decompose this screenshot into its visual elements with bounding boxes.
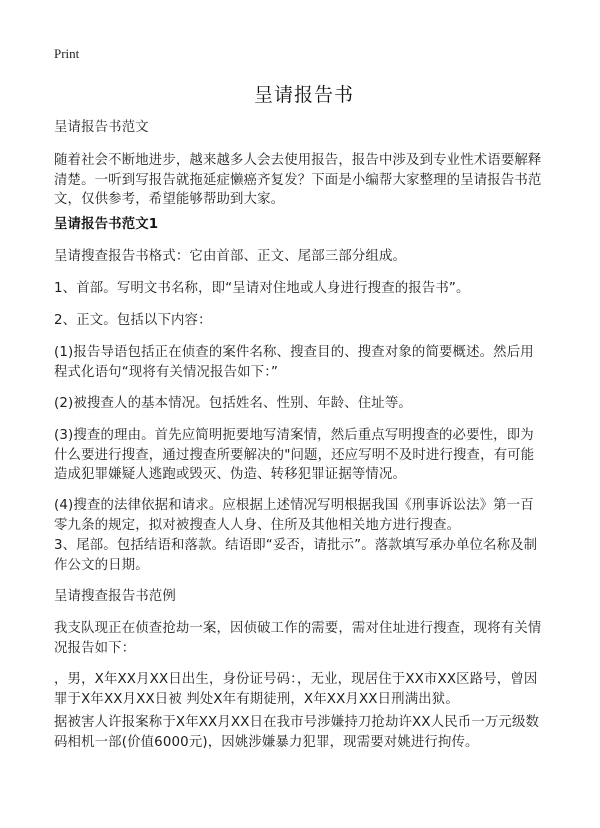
- sub-item-3: (3)搜查的理由。首先应简明扼要地写清案情，然后重点写明搜查的必要性，即为什么要进行搜查，通过搜查所要解决的"问题，还应写明不及时进行搜查，有可能造成犯罪嫌疑人逃跑或毁灭、伪造、转移犯罪证据等情况。: [54, 428, 535, 482]
- example-paragraph-1: 我支队现正在侦查抢劫一案，因侦破工作的需要，需对住址进行搜查，现将有关情况报告如下：: [54, 621, 542, 656]
- format-paragraph: 呈请搜查报告书格式：它由首部、正文、尾部三部分组成。: [54, 249, 407, 264]
- item-header: 1、首部。写明文书名称，即“呈请对住地或人身进行搜查的报告书”。: [54, 281, 470, 296]
- example-paragraph-3: 据被害人许报案称于X年XX月XX日在我市号涉嫌持刀抢劫许XX人民币一万元级数码相机一部(价值6000元)，因姚涉嫌暴力犯罪，现需要对姚进行拘传。: [54, 715, 540, 750]
- print-label[interactable]: Print: [54, 46, 80, 61]
- item-footer: 3、尾部。包括结语和落款。结语即“妥否，请批示”。落款填写承办单位名称及制作公文的日期。: [54, 538, 538, 573]
- intro-paragraph: 随着社会不断地进步，越来越多人会去使用报告，报告中涉及到专业性术语要解释清楚。一听到写报告就拖延症懒癌齐复发？下面是小编帮大家整理的呈请报告书范文，仅供参考，希望能够帮助到大家。: [54, 153, 542, 207]
- example-heading: 呈请搜查报告书范例: [54, 589, 176, 604]
- example-paragraph-2: ，男，X年XX月XX日出生，身份证号码：，无业，现居住于XX市XX区路号，曾因罪于X年XX月XX日被 判处X年有期徒刑，X年XX月XX日刑满出狱。: [54, 672, 538, 707]
- page-title: 呈请报告书: [253, 84, 354, 106]
- sub-item-1: (1)报告导语包括正在侦查的案件名称、搜查目的、搜查对象的简要概述。然后用程式化语句“现将有关情况报告如下：”: [54, 345, 534, 380]
- sub-item-2: (2)被搜查人的基本情况。包括姓名、性别、年龄、住址等。: [54, 396, 412, 411]
- sub-item-4: (4)搜查的法律依据和请求。应根据上述情况写明根据我国《刑事诉讼法》第一百零九条的规定，拟对被搜查人人身、住所及其他相关地方进行搜查。: [54, 498, 534, 533]
- section-heading: 呈请报告书范文1: [54, 217, 159, 232]
- item-body: 2、正文。包括以下内容：: [54, 313, 212, 328]
- document-subtitle: 呈请报告书范文: [54, 120, 149, 135]
